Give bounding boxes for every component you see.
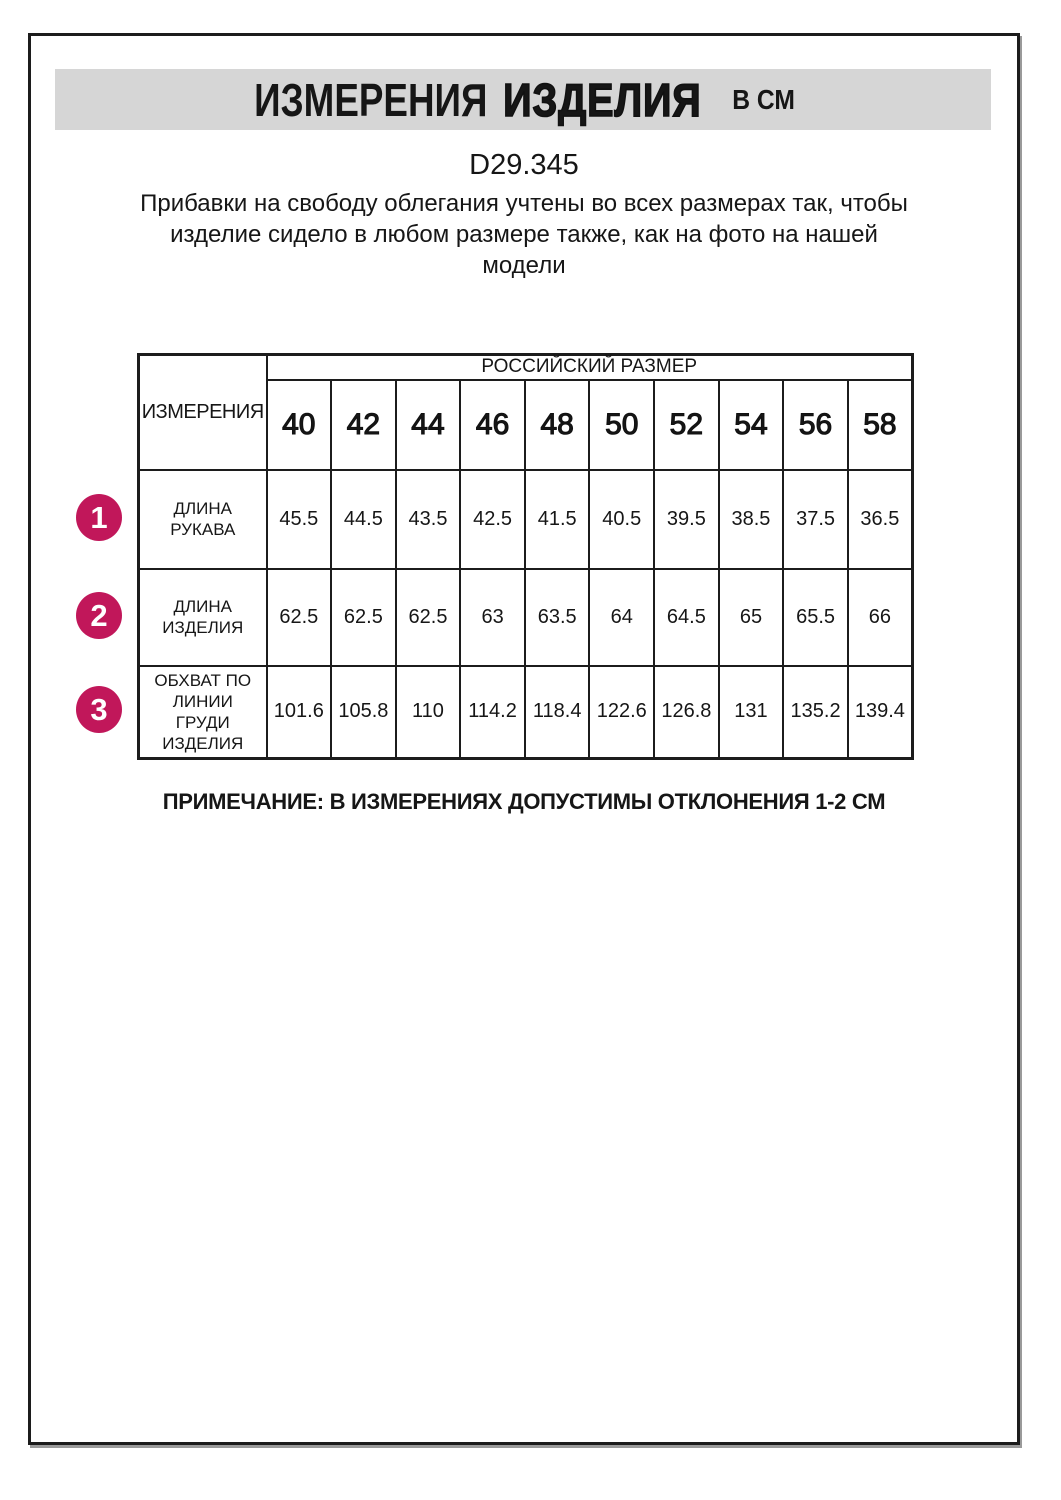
table-row-product-length bbox=[139, 569, 913, 666]
measurement-value: 38.5 bbox=[719, 470, 784, 569]
size-header: 42 bbox=[331, 380, 396, 470]
group-header-russian-size: РОССИЙСКИЙ РАЗМЕР bbox=[267, 355, 913, 380]
measurement-value: 105.8 bbox=[331, 666, 396, 759]
measurement-value: 114.2 bbox=[460, 666, 525, 759]
measurement-value: 135.2 bbox=[783, 666, 848, 759]
row-label-line: ИЗДЕЛИЯ bbox=[162, 618, 244, 637]
measurement-value: 66 bbox=[848, 569, 913, 666]
measurement-value: 126.8 bbox=[654, 666, 719, 759]
fit-description-line: модели bbox=[482, 252, 566, 279]
row-label-product-length bbox=[139, 569, 267, 666]
measurement-value: 63.5 bbox=[525, 569, 590, 666]
size-header: 50 bbox=[589, 380, 654, 470]
measurement-value: 37.5 bbox=[783, 470, 848, 569]
measurement-value: 63 bbox=[460, 569, 525, 666]
measurement-value: 39.5 bbox=[654, 470, 719, 569]
row-label-line: ГРУДИ bbox=[175, 712, 230, 732]
measurement-value: 139.4 bbox=[848, 666, 913, 759]
measurement-value: 101.6 bbox=[267, 666, 332, 759]
page-title-units: В СМ bbox=[731, 83, 795, 115]
measurement-value: 65.5 bbox=[783, 569, 848, 666]
measurement-value: 44.5 bbox=[331, 470, 396, 569]
row-marker-2: 2 bbox=[76, 592, 122, 639]
measurement-value: 110 bbox=[396, 666, 461, 759]
measurement-value: 41.5 bbox=[525, 470, 590, 569]
fit-description-line: изделие сидело в любом размере также, как на фото на нашей bbox=[170, 221, 878, 248]
product-code: D29.345 bbox=[469, 149, 579, 181]
row-label-line: ДЛИНА bbox=[173, 597, 232, 616]
page-title-product: ИЗДЕЛИЯ bbox=[502, 73, 702, 126]
row-label-line: ОБХВАТ ПО bbox=[154, 670, 252, 690]
measurement-value: 62.5 bbox=[331, 569, 396, 666]
fit-description-line: Прибавки на свободу облегания учтены во всех размерах так, чтобы bbox=[140, 190, 908, 217]
row-label-line: ЛИНИИ bbox=[172, 691, 233, 711]
measurement-value: 118.4 bbox=[525, 666, 590, 759]
table-row-sleeve-length bbox=[139, 470, 913, 569]
row-marker-3: 3 bbox=[76, 686, 122, 733]
row-label-sleeve-length bbox=[139, 470, 267, 569]
size-header: 58 bbox=[848, 380, 913, 470]
measurement-value: 62.5 bbox=[396, 569, 461, 666]
size-header: 48 bbox=[525, 380, 590, 470]
size-header: 40 bbox=[267, 380, 332, 470]
row-label-line: РУКАВА bbox=[170, 520, 236, 539]
measurement-value: 40.5 bbox=[589, 470, 654, 569]
size-header: 52 bbox=[654, 380, 719, 470]
row-label-line: ИЗДЕЛИЯ bbox=[162, 733, 244, 753]
row-label-line: ДЛИНА bbox=[173, 499, 232, 518]
measurement-value: 45.5 bbox=[267, 470, 332, 569]
measurement-value: 62.5 bbox=[267, 569, 332, 666]
size-header: 56 bbox=[783, 380, 848, 470]
corner-header-measurements: ИЗМЕРЕНИЯ bbox=[139, 355, 267, 470]
measurement-value: 43.5 bbox=[396, 470, 461, 569]
measurement-value: 64 bbox=[589, 569, 654, 666]
size-measurements-table bbox=[137, 353, 914, 760]
document-page-frame bbox=[28, 33, 1020, 1445]
fit-description bbox=[94, 188, 954, 281]
title-banner bbox=[55, 69, 991, 130]
measurement-value: 65 bbox=[719, 569, 784, 666]
measurement-value: 122.6 bbox=[589, 666, 654, 759]
size-header: 44 bbox=[396, 380, 461, 470]
table-group-header-row bbox=[139, 355, 913, 380]
size-header: 46 bbox=[460, 380, 525, 470]
deviation-note: ПРИМЕЧАНИЕ: В ИЗМЕРЕНИЯХ ДОПУСТИМЫ ОТКЛОНЕНИЯ 1-2 СМ bbox=[162, 789, 886, 814]
measurement-value: 42.5 bbox=[460, 470, 525, 569]
row-label-chest-girth bbox=[139, 666, 267, 759]
page-title-measurements: ИЗМЕРЕНИЯ bbox=[254, 73, 488, 126]
measurement-value: 36.5 bbox=[848, 470, 913, 569]
measurement-value: 131 bbox=[719, 666, 784, 759]
table-row-chest-girth bbox=[139, 666, 913, 759]
measurement-value: 64.5 bbox=[654, 569, 719, 666]
size-header: 54 bbox=[719, 380, 784, 470]
row-marker-1: 1 bbox=[76, 494, 122, 541]
